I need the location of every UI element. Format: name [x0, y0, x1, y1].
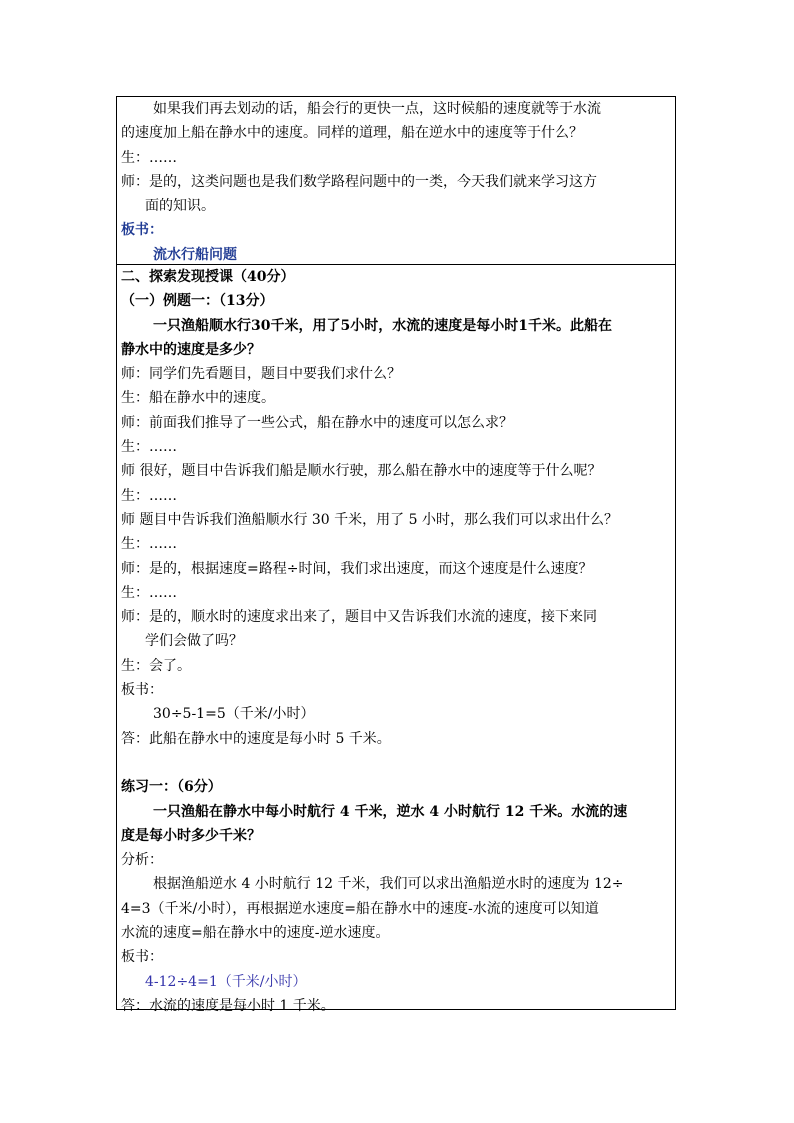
- dialog-line: 生：……: [121, 439, 177, 456]
- dialog-line: 生：会了。: [121, 657, 191, 674]
- teacher-line-1: 师：是的，这类问题也是我们数学路程问题中的一类，今天我们就来学习这方: [121, 173, 597, 190]
- analysis-line-3: 水流的速度=船在静水中的速度-逆水速度。: [121, 925, 390, 942]
- board-label: 板书：: [121, 222, 163, 239]
- explore-cell: [117, 265, 675, 1014]
- exercise-problem-line-2: 度是每小时多少千米？: [121, 827, 261, 844]
- intro-line-1: 如果我们再去划动的话，船会行的更快一点，这时候船的速度就等于水流: [153, 101, 601, 117]
- exercise-heading: 练习一：（6分）: [121, 779, 222, 796]
- teacher-line-2: 面的知识。: [145, 198, 215, 215]
- lesson-table: [116, 96, 676, 1014]
- dialog-line: 学们会做了吗？: [145, 633, 243, 650]
- dialog-line: 生：……: [121, 584, 177, 601]
- example-problem-line-1: 一只渔船顺水行30千米，用了5小时，水流的速度是每小时1千米。此船在: [153, 317, 612, 334]
- dialog-line: 师：前面我们推导了一些公式，船在静水中的速度可以怎么求？: [121, 414, 513, 431]
- student-reply: 生：……: [121, 149, 177, 166]
- dialog-line: 生：船在静水中的速度。: [121, 390, 275, 407]
- dialog-line: 师 很好，题目中告诉我们船是顺水行驶，那么船在静水中的速度等于什么呢？: [121, 463, 602, 480]
- analysis-line-2: 4=3（千米/小时），再根据逆水速度=船在静水中的速度-水流的速度可以知道: [121, 900, 599, 917]
- board-title: 流水行船问题: [153, 246, 237, 263]
- board-formula: 4-12÷4=1（千米/小时）: [145, 973, 307, 990]
- example-heading: （一）例题一：（13分）: [121, 293, 274, 310]
- answer-line: 答：此船在静水中的速度是每小时 5 千米。: [121, 730, 391, 747]
- dialog-line: 生：……: [121, 536, 177, 553]
- exercise-problem-line-1: 一只渔船在静水中每小时航行 4 千米，逆水 4 小时航行 12 千米。水流的速: [153, 803, 628, 820]
- analysis-line-1: 根据渔船逆水 4 小时航行 12 千米，我们可以求出渔船逆水时的速度为 12÷: [153, 876, 624, 893]
- answer-line: 答：水流的速度是每小时 1 千米。: [121, 997, 335, 1014]
- analysis-label: 分析：: [121, 852, 163, 869]
- intro-line-2: 的速度加上船在静水中的速度。同样的道理，船在逆水中的速度等于什么？: [121, 125, 583, 142]
- dialog-line: 师：是的，根据速度=路程÷时间，我们求出速度，而这个速度是什么速度？: [121, 560, 593, 577]
- spacer: [121, 751, 669, 775]
- intro-cell: [117, 97, 675, 265]
- section-heading: 二、探索发现授课（40分）: [121, 269, 295, 285]
- board-label: 板书：: [121, 682, 163, 699]
- dialog-line: 师：是的，顺水时的速度求出来了，题目中又告诉我们水流的速度，接下来同: [121, 609, 597, 626]
- example-problem-line-2: 静水中的速度是多少？: [121, 341, 261, 358]
- dialog-line: 师 题目中告诉我们渔船顺水行 30 千米，用了 5 小时，那么我们可以求出什么？: [121, 511, 618, 528]
- board-label: 板书：: [121, 949, 163, 966]
- board-formula: 30÷5-1=5（千米/小时）: [153, 706, 315, 723]
- dialog-line: 师：同学们先看题目，题目中要我们求什么？: [121, 366, 401, 383]
- dialog-line: 生：……: [121, 487, 177, 504]
